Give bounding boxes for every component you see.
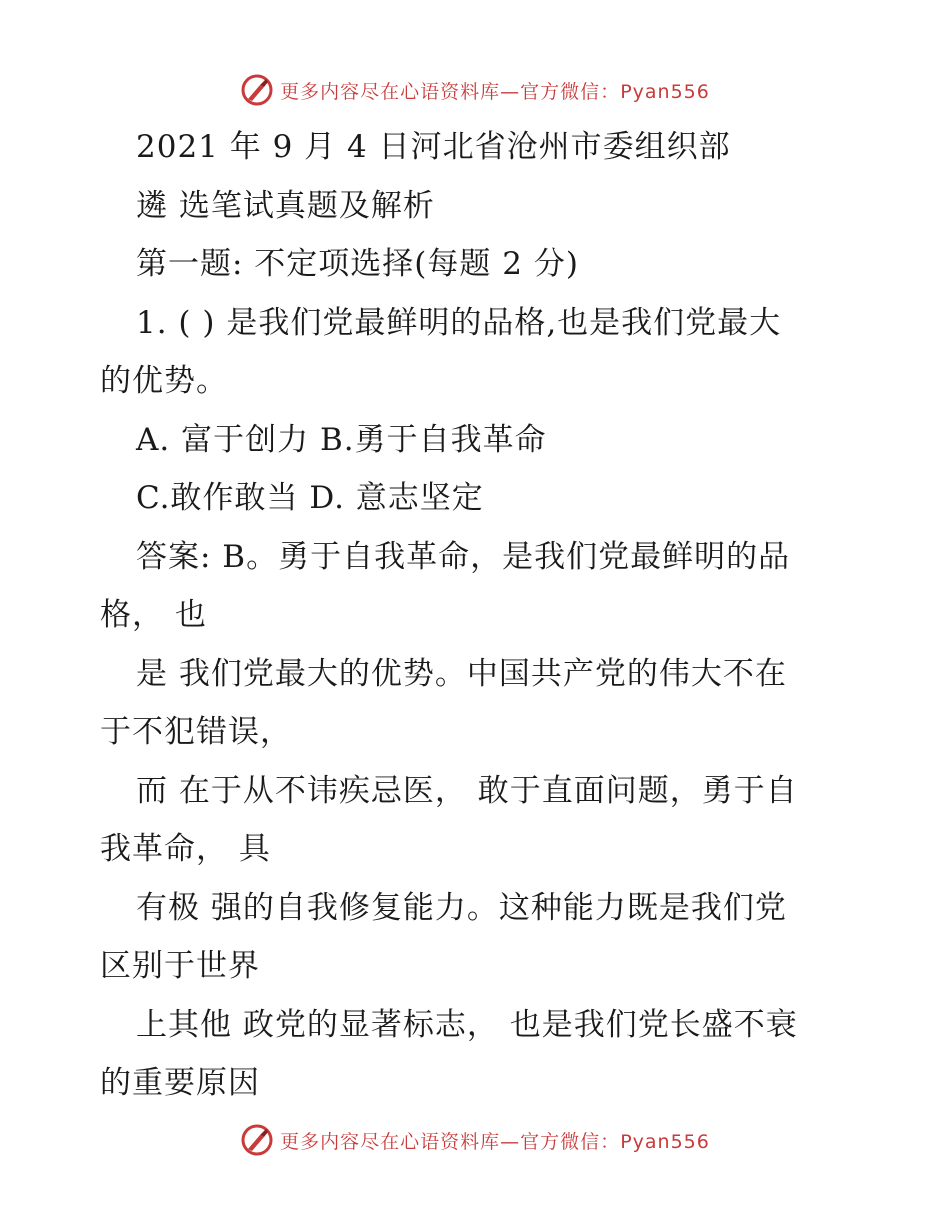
banner-separator: — — [500, 1130, 521, 1153]
header-banner — [0, 70, 950, 110]
banner-contact-label: 官方微信： — [520, 80, 621, 103]
banner-text — [280, 77, 710, 104]
doc-line-question-cont: 的优势。 — [100, 363, 228, 399]
doc-line-answer-cont-3: 我革命， 具 — [100, 831, 271, 867]
doc-line-answer-5: 上其他 政党的显著标志， 也是我们党长盛不衰 — [136, 1006, 798, 1043]
doc-line-title-2: 遴 选笔试真题及解析 — [136, 187, 435, 224]
doc-line-answer-cont-4: 区别于世界 — [100, 948, 260, 984]
doc-line-answer-4: 有极 强的自我修复能力。这种能力既是我们党 — [136, 889, 787, 926]
doc-line-answer: 答案: B。勇于自我革命，是我们党最鲜明的品 — [136, 538, 791, 575]
banner-main-text: 更多内容尽在心语资料库 — [280, 1130, 501, 1153]
doc-line-section-heading: 第一题: 不定项选择(每题 2 分) — [136, 246, 579, 282]
banner-contact-id: Pyan556 — [620, 1130, 710, 1153]
doc-line-answer-cont-1: 格， 也 — [100, 597, 207, 633]
brush-pen-logo-icon — [240, 73, 274, 107]
banner-text — [280, 1127, 710, 1154]
doc-line-question: 1. ( ) 是我们党最鲜明的品格,也是我们党最大 — [136, 304, 782, 341]
banner-main-text: 更多内容尽在心语资料库 — [280, 80, 501, 103]
doc-line-answer-cont-5: 的重要原因 — [100, 1065, 260, 1101]
banner-contact-id: Pyan556 — [620, 80, 710, 103]
doc-line-answer-2: 是 我们党最大的优势。中国共产党的伟大不在 — [136, 655, 787, 692]
document-body — [100, 118, 860, 1113]
doc-line-answer-cont-2: 于不犯错误， — [100, 714, 292, 750]
doc-line-options-cd: C.敢作敢当 D. 意志坚定 — [136, 480, 484, 516]
brush-pen-logo-icon — [240, 1123, 274, 1157]
banner-separator: — — [500, 80, 521, 103]
doc-line-title-1: 2021 年 9 月 4 日河北省沧州市委组织部 — [136, 129, 731, 165]
doc-line-answer-3: 而 在于从不讳疾忌医， 敢于直面问题，勇于自 — [136, 772, 798, 809]
footer-banner — [0, 1120, 950, 1160]
banner-contact-label: 官方微信： — [520, 1130, 621, 1153]
doc-line-options-ab: A. 富于创力 B.勇于自我革命 — [136, 421, 547, 458]
